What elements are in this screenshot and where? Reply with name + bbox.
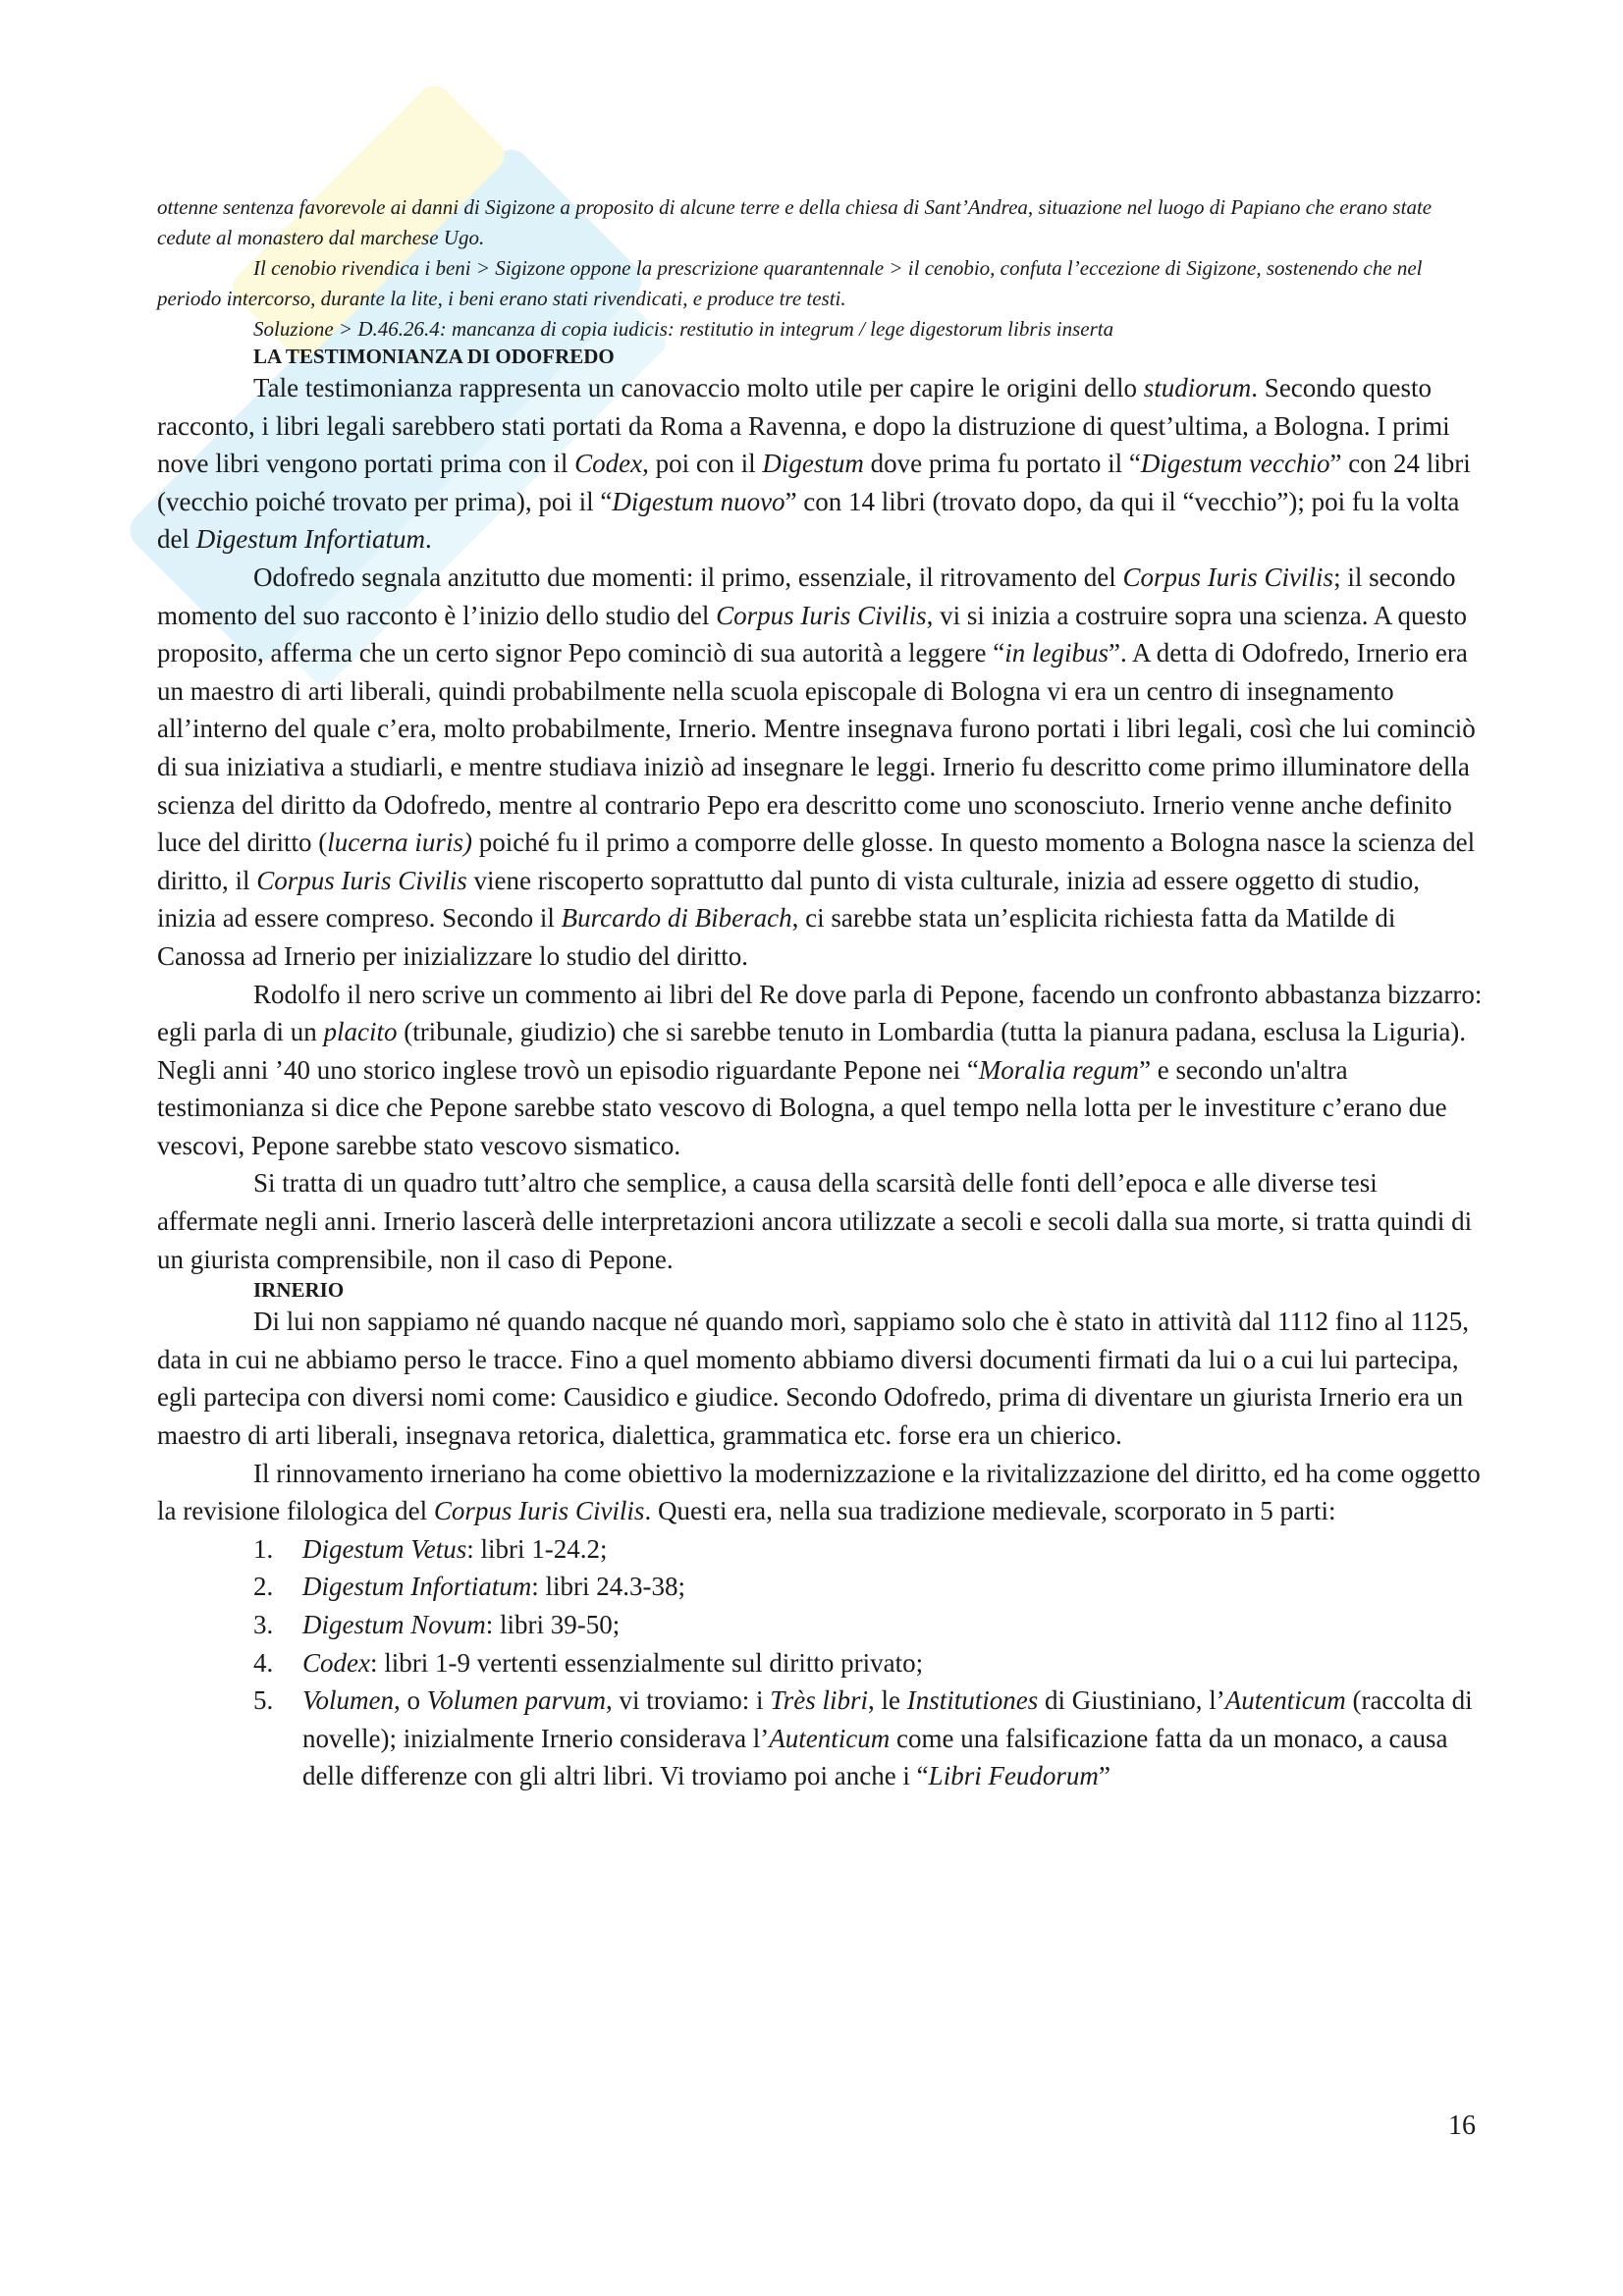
irnerio-paragraph-1: Di lui non sappiamo né quando nacque né quando morì, sappiamo solo che è stato in attività dal 1112 fino al 1125, data in cui ne abbiamo perso le tracce. Fino a quel momento abbiamo diversi documenti firmati da lui o a cui lui partecipa, egli partecipa con diversi nomi come: Causidico e giudice. Secondo Odofredo, prima di diventare un giurista Irnerio era un maestro di arti liberali, insegnava retorica, dialettica, grammatica etc. forse era un chierico. xyxy=(157,1307,1469,1451)
irnerio-paragraph-2: Il rinnovamento irneriano ha come obiettivo la modernizzazione e la rivitalizzazione del diritto, ed ha come oggetto la revisione filologica del Corpus Iuris Civilis. Questi era, nella sua tradizione medievale, scorporato in 5 parti: xyxy=(157,1458,1481,1526)
list-item: 2. Digestum Infortiatum: libri 24.3-38; xyxy=(253,1572,685,1602)
list-item: 1. Digestum Vetus: libri 1-24.2; xyxy=(253,1533,608,1564)
heading-odofredo: LA TESTIMONIANZA DI ODOFREDO xyxy=(253,345,615,368)
intro-paragraph-2: Il cenobio rivendica i beni > Sigizone oppone la prescrizione quarantennale > il cenobio, confuta l’eccezione di Sigizone, sostenendo che nel periodo intercorso, durante la lite, i beni erano stati rivendicati, e produce tre testi. xyxy=(157,256,1423,310)
intro-paragraph-3: Soluzione > D.46.26.4: mancanza di copia iudicis: restitutio in integrum / lege digestorum libris inserta xyxy=(253,317,1114,341)
list-item: 4. Codex: libri 1-9 vertenti essenzialmente sul diritto privato; xyxy=(253,1647,924,1678)
page-number: 16 xyxy=(1448,2110,1476,2141)
list-item: 3. Digestum Novum: libri 39-50; xyxy=(253,1610,621,1639)
odofredo-section xyxy=(157,369,1483,1278)
irnerio-section xyxy=(157,1303,1483,1795)
corpus-parts-list xyxy=(157,1530,1483,1795)
intro-notes xyxy=(157,192,1483,345)
intro-paragraph-1: ottenne sentenza favorevole ai danni di Sigizone a proposito di alcune terre e della chiesa di Sant’Andrea, situazione nel luogo di Papiano che erano state cedute al monastero dal marchese Ugo. xyxy=(157,195,1433,249)
odofredo-paragraph-3: Rodolfo il nero scrive un commento ai libri del Re dove parla di Pepone, facendo un confronto abbastanza bizzarro: egli parla di un placito (tribunale, giudizio) che si sarebbe tenuto in Lombardia (tutta la pianura padana, esclusa la Liguria). Negli anni ’40 uno storico inglese trovò un episodio riguardante Pepone nei “Moralia regum” e secondo un'altra testimonianza si dice che Pepone sarebbe stato vescovo di Bologna, a quel tempo nella lotta per le investiture c’erano due vescovi, Pepone sarebbe stato vescovo sismatico. xyxy=(157,979,1483,1160)
document-page xyxy=(157,192,1483,1795)
odofredo-paragraph-1: Tale testimonianza rappresenta un canovaccio molto utile per capire le origini dello studiorum. Secondo questo racconto, i libri legali sarebbero stati portati da Roma a Ravenna, e dopo la distruzione di quest’ultima, a Bologna. I primi nove libri vengono portati prima con il Codex, poi con il Digestum dove prima fu portato il “Digestum vecchio” con 24 libri (vecchio poiché trovato per prima), poi il “Digestum nuovo” con 14 libri (trovato dopo, da qui il “vecchio”); poi fu la volta del Digestum Infortiatum. xyxy=(157,373,1471,555)
list-item: 5. Volumen, o Volumen parvum, vi troviamo: i Très libri, le Institutiones di Giustiniano, l’Autenticum (raccolta di novelle); inizialmente Irnerio considerava l’Autenticum come una falsificazione fatta da un monaco, a causa delle differenze con gli altri libri. Vi troviamo poi anche i “Libri Feudorum” xyxy=(253,1685,1473,1791)
odofredo-paragraph-2: Odofredo segnala anzitutto due momenti: il primo, essenziale, il ritrovamento del Corpus Iuris Civilis; il secondo momento del suo racconto è l’inizio dello studio del Corpus Iuris Civilis, vi si inizia a costruire sopra una scienza. A questo proposito, afferma che un certo signor Pepo cominciò di sua autorità a leggere “in legibus”. A detta di Odofredo, Irnerio era un maestro di arti liberali, quindi probabilmente nella scuola episcopale di Bologna vi era un centro di insegnamento all’interno del quale c’era, molto probabilmente, Irnerio. Mentre insegnava furono portati i libri legali, così che lui cominciò di sua iniziativa a studiarli, e mentre studiava iniziò ad insegnare le leggi. Irnerio fu descritto come primo illuminatore della scienza del diritto da Odofredo, mentre al contrario Pepo era descritto come uno sconosciuto. Irnerio venne anche definito luce del diritto (lucerna iuris) poiché fu il primo a comporre delle glosse. In questo momento a Bologna nasce la scienza del diritto, il Corpus Iuris Civilis viene riscoperto soprattutto dal punto di vista culturale, inizia ad essere oggetto di studio, inizia ad essere compreso. Secondo il Burcardo di Biberach, ci sarebbe stata un’esplicita richiesta fatta da Matilde di Canossa ad Irnerio per inizializzare lo studio del diritto. xyxy=(157,561,1476,971)
heading-irnerio: IRNERIO xyxy=(253,1278,345,1303)
odofredo-paragraph-4: Si tratta di un quadro tutt’altro che semplice, a causa della scarsità delle fonti dell’epoca e alle diverse tesi affermate negli anni. Irnerio lascerà delle interpretazioni ancora utilizzate a secoli e secoli dalla sua morte, si tratta quindi di un giurista comprensibile, non il caso di Pepone. xyxy=(157,1168,1473,1274)
